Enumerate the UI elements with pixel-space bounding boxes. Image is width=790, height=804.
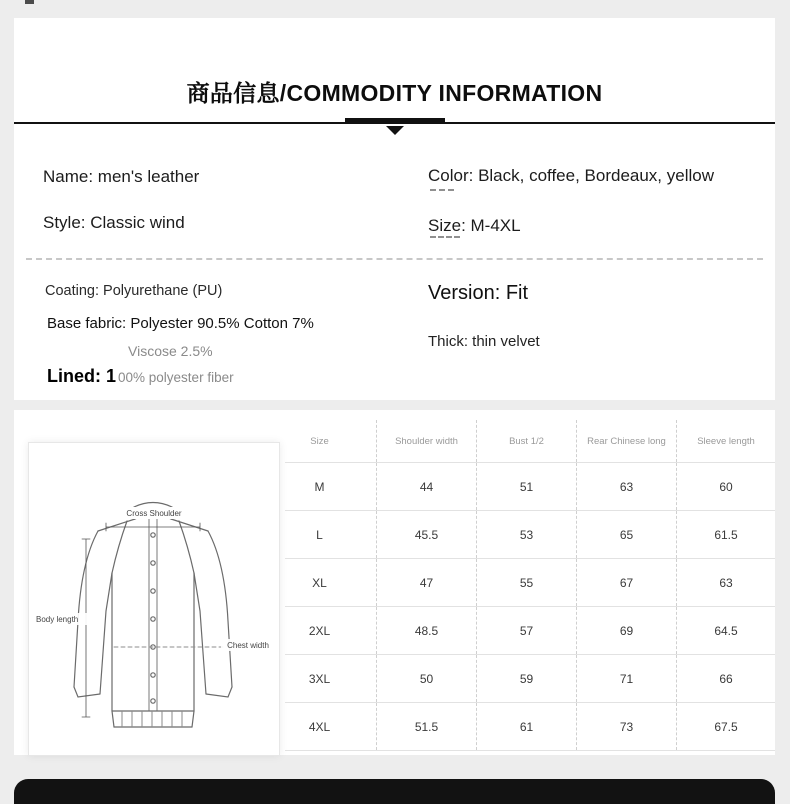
- table-row-3xl: [285, 655, 775, 703]
- rear-length-value: 73: [577, 703, 677, 750]
- sleeve-length-value: 67.5: [714, 719, 738, 734]
- shoulder-width-value: 50: [377, 655, 477, 702]
- sleeve-length-value: 64.5: [714, 623, 738, 638]
- bust-value: 59: [477, 655, 577, 702]
- rear-length-value: 63: [577, 463, 677, 510]
- product-color: Color: Black, coffee, Bordeaux, yellow: [428, 166, 714, 185]
- diagram-label-body-length: Body length: [36, 615, 79, 624]
- dashed-divider: [26, 258, 763, 260]
- diagram-label-cross-shoulder: Cross Shoulder: [126, 509, 182, 518]
- column-header-shoulder-width: Shoulder width: [377, 420, 477, 462]
- size-underline-artifact: [430, 236, 460, 238]
- jacket-outline-drawing: [29, 443, 277, 753]
- product-lined-prefix: Lined: 1: [47, 366, 117, 386]
- rear-length-value: 71: [577, 655, 677, 702]
- product-lined: [47, 366, 234, 387]
- rear-length-value: 69: [577, 607, 677, 654]
- product-style: Style: Classic wind: [43, 213, 185, 232]
- size-label: 2XL: [285, 607, 377, 654]
- rear-length-value: 67: [577, 559, 677, 606]
- product-version: Version: Fit: [428, 282, 529, 304]
- shoulder-width-value: 47: [377, 559, 477, 606]
- top-edge-artifact: [25, 0, 34, 4]
- column-header-size: Size: [285, 420, 377, 462]
- bust-value: 55: [477, 559, 577, 606]
- table-row-m: [285, 463, 775, 511]
- table-row-2xl: [285, 607, 775, 655]
- size-label: L: [285, 511, 377, 558]
- column-header-bust: Bust 1/2: [477, 420, 577, 462]
- bust-value: 57: [477, 607, 577, 654]
- bust-value: 51: [477, 463, 577, 510]
- triangle-down-icon: [386, 126, 404, 135]
- table-row-l: [285, 511, 775, 559]
- jacket-measurement-diagram: [28, 442, 280, 756]
- product-coating: Coating: Polyurethane (PU): [45, 283, 223, 299]
- column-header-rear-length: Rear Chinese long: [577, 420, 677, 462]
- title-divider-accent: [345, 118, 445, 124]
- shoulder-width-value: 44: [377, 463, 477, 510]
- size-label: 3XL: [285, 655, 377, 702]
- shoulder-width-value: 48.5: [377, 607, 477, 654]
- table-row-xl: [285, 559, 775, 607]
- shoulder-width-value: 51.5: [377, 703, 477, 750]
- sleeve-length-value: 66: [719, 671, 733, 686]
- product-size: Size: M-4XL: [428, 216, 521, 235]
- title-divider: [14, 122, 775, 124]
- bust-value: 53: [477, 511, 577, 558]
- product-lined-suffix: 00% polyester fiber: [118, 370, 234, 385]
- bust-value: 61: [477, 703, 577, 750]
- table-row-4xl: [285, 703, 775, 751]
- rear-length-value: 65: [577, 511, 677, 558]
- sleeve-length-value: 60: [719, 479, 733, 494]
- diagram-label-chest-width: Chest width: [227, 641, 269, 650]
- size-table: [285, 420, 775, 751]
- sleeve-length-value: 61.5: [714, 527, 738, 542]
- commodity-info-card: [14, 18, 775, 400]
- color-underline-artifact: [430, 189, 454, 191]
- sleeve-length-value: 63: [719, 575, 733, 590]
- column-header-sleeve-length: Sleeve length: [697, 435, 755, 447]
- size-label: XL: [285, 559, 377, 606]
- size-chart-card: [14, 410, 775, 755]
- product-base-fabric: Base fabric: Polyester 90.5% Cotton 7%: [47, 315, 314, 332]
- product-name: Name: men's leather: [43, 167, 200, 186]
- product-thickness: Thick: thin velvet: [428, 333, 540, 350]
- size-table-header-row: [285, 420, 775, 463]
- size-label: 4XL: [285, 703, 377, 750]
- shoulder-width-value: 45.5: [377, 511, 477, 558]
- bottom-black-bar: [14, 779, 775, 804]
- size-label: M: [285, 463, 377, 510]
- product-base-fabric-cont: Viscose 2.5%: [128, 343, 213, 359]
- page-title: 商品信息/COMMODITY INFORMATION: [186, 80, 603, 106]
